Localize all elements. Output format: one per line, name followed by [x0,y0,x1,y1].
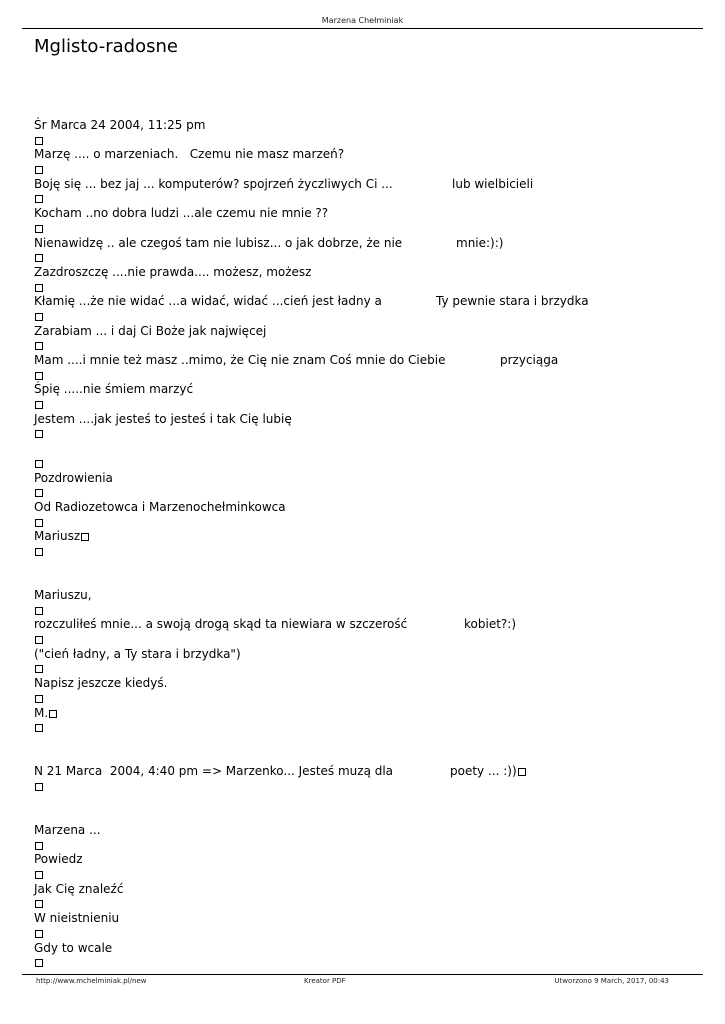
blank-line [34,573,714,588]
box-glyph-icon [35,548,43,556]
text-line [34,324,714,339]
line-text: Powiedz [34,852,83,867]
box-glyph-icon [35,284,43,292]
line-text: Pozdrowienia [34,470,113,485]
line-text: Marzę .... o marzeniach. Czemu nie masz marzeń? [34,147,345,162]
line-tail-words: Ty pewnie stara i brzydka [436,294,589,309]
box-glyph-icon [35,313,43,321]
text-line [34,882,714,897]
line-break-box [34,133,714,148]
box-glyph-icon [518,768,526,776]
line-tail-words: kobiet?:) [464,617,516,632]
line-tail-text [500,353,558,368]
line-break-box [34,544,714,559]
box-glyph-icon [35,460,43,468]
line-break-box [34,485,714,500]
line-text: Marzena ... [34,823,101,837]
line-break-box [34,309,714,324]
box-glyph-icon [35,225,43,233]
footer-created-date: Utworzono 9 March, 2017, 00:43 [554,977,669,985]
text-line [34,500,714,515]
line-break-box [34,426,714,441]
line-text: Nienawidzę .. ale czegoś tam nie lubisz... o jak dobrze, że nie [34,235,403,250]
line-tail-words: mnie:):) [456,235,504,250]
footer-rule [22,974,703,975]
text-line [34,265,714,280]
line-tail-text [450,764,526,779]
document-body [34,118,714,970]
line-text: Jak Cię znaleźć [34,881,124,896]
blank-line [34,750,714,765]
box-glyph-icon [35,519,43,527]
box-glyph-icon [35,930,43,938]
line-text: ("cień ładny, a Ty stara i brzydka") [34,646,241,661]
line-break-box [34,191,714,206]
line-break-box [34,955,714,970]
text-line [34,647,714,662]
line-break-box [34,338,714,353]
text-line [34,823,714,838]
text-line [34,529,714,544]
line-break-box [34,838,714,853]
text-line [34,471,714,486]
box-glyph-icon [35,401,43,409]
line-text: Mariuszu, [34,588,92,602]
box-glyph-icon [35,489,43,497]
blank-line [34,735,714,750]
line-tail-words: lub wielbicieli [452,176,534,191]
line-text: Zarabiam ... i daj Ci Boże jak najwięcej [34,323,267,338]
line-break-box [34,221,714,236]
line-break-box [34,779,714,794]
text-line [34,706,714,721]
page-header-author: Marzena Chełminiak [321,16,404,25]
line-break-box [34,397,714,412]
line-break-box [34,456,714,471]
box-glyph-icon [35,195,43,203]
box-glyph-icon [49,710,57,718]
line-text: Kocham ..no dobra ludzi ...ale czemu nie mnie ?? [34,206,329,221]
line-break-box [34,720,714,735]
box-glyph-icon [35,166,43,174]
text-line [34,206,714,221]
box-glyph-icon [35,900,43,908]
text-line [34,118,714,133]
line-break-box [34,691,714,706]
line-text: W nieistnieniu [34,911,120,926]
text-line [34,353,714,368]
line-tail-text [456,236,503,251]
text-line [34,588,714,603]
text-line [34,852,714,867]
text-line [34,911,714,926]
text-line [34,676,714,691]
blank-line [34,794,714,809]
text-line [34,617,714,632]
line-break-box [34,867,714,882]
line-text: Napisz jeszcze kiedyś. [34,676,168,691]
box-glyph-icon [35,695,43,703]
blank-line [34,441,714,456]
line-break-box [34,926,714,941]
line-break-box [34,603,714,618]
box-glyph-icon [35,959,43,967]
box-glyph-icon [35,430,43,438]
box-glyph-icon [35,783,43,791]
line-break-box [34,368,714,383]
line-text: N 21 Marca 2004, 4:40 pm => Marzenko... Jesteś muzą dla [34,764,394,779]
text-line [34,382,714,397]
line-text: Śpię .....nie śmiem marzyć [34,382,194,397]
line-text: Boję się ... bez jaj ... komputerów? spojrzeń życzliwych Ci ... [34,176,393,191]
blank-line [34,808,714,823]
page-title: Mglisto-radosne [34,36,178,57]
text-line [34,147,714,162]
box-glyph-icon [35,665,43,673]
line-break-box [34,250,714,265]
text-line [34,177,714,192]
text-line [34,236,714,251]
line-break-box [34,280,714,295]
text-line [34,764,714,779]
line-tail-text [452,177,533,192]
box-glyph-icon [35,636,43,644]
line-text: Jestem ....jak jesteś to jesteś i tak Cię lubię [34,411,292,426]
line-break-box [34,632,714,647]
box-glyph-icon [35,842,43,850]
text-line [34,941,714,956]
box-glyph-icon [35,342,43,350]
text-line [34,294,714,309]
line-text: Śr Marca 24 2004, 11:25 pm [34,118,206,132]
header-rule [22,28,703,29]
text-line [34,412,714,427]
footer-generator: Kreator PDF [304,977,346,985]
blank-line [34,559,714,574]
line-text: Zazdroszczę ....nie prawda.... możesz, możesz [34,264,312,279]
box-glyph-icon [35,254,43,262]
box-glyph-icon [81,533,89,541]
line-tail-words: poety ... :)) [450,764,517,779]
line-break-box [34,162,714,177]
box-glyph-icon [35,372,43,380]
line-text: Mam ....i mnie też masz ..mimo, że Cię nie znam Coś mnie do Ciebie [34,353,446,367]
line-break-box [34,515,714,530]
line-text: rozczuliłeś mnie... a swoją drogą skąd ta niewiara w szczerość [34,617,408,632]
box-glyph-icon [35,724,43,732]
line-text: Od Radiozetowca i Marzenochełminkowca [34,499,286,514]
line-text: Gdy to wcale [34,940,113,955]
box-glyph-icon [35,871,43,879]
box-glyph-icon [35,607,43,615]
box-glyph-icon [35,137,43,145]
line-tail-text [436,294,589,309]
line-tail-text [464,617,516,632]
line-text: M. [34,705,49,720]
line-tail-words: przyciąga [500,353,559,367]
footer-url: http://www.mchelminiak.pl/new [36,977,147,985]
line-text: Mariusz [34,529,81,544]
line-break-box [34,896,714,911]
line-break-box [34,661,714,676]
line-text: Kłamię ...że nie widać ...a widać, widać ...cień jest ładny a [34,294,382,309]
